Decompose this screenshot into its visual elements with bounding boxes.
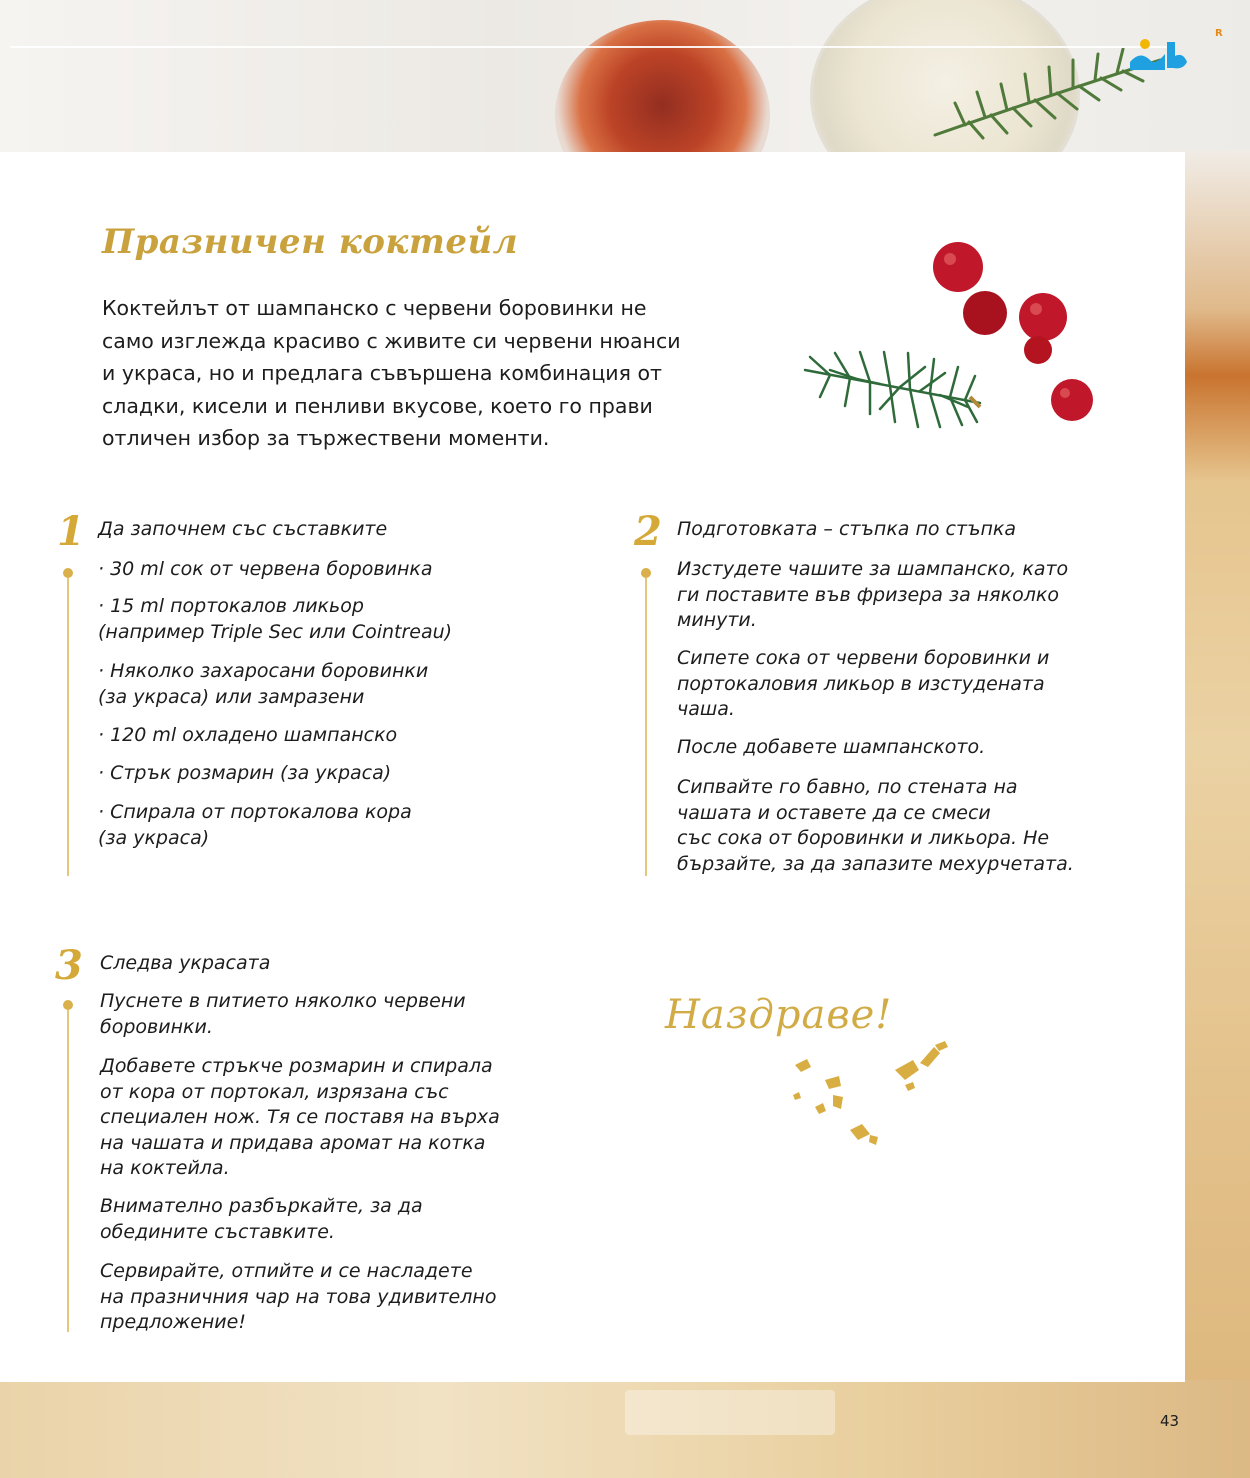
- cranberries-fir-image: [800, 235, 1100, 460]
- ingredient-line: · Няколко захаросани боровинки: [98, 660, 429, 682]
- intro-paragraph: [102, 292, 772, 455]
- decoration-line: Внимателно разбъркайте, за да: [100, 1195, 423, 1217]
- ingredient-item: [98, 800, 412, 851]
- decoration-line: на чашата и придава аромат на котка: [100, 1131, 486, 1154]
- instruction-line: портокаловия ликьор в изстудената: [677, 672, 1045, 695]
- ingredient-line: · Спирала от портокалова кора: [98, 801, 412, 823]
- decoration-item: [100, 989, 466, 1040]
- instruction-line: чашата и оставете да се смеси: [677, 801, 991, 824]
- instruction-item: [677, 735, 985, 761]
- instruction-line: Сипвайте го бавно, по стената на: [677, 776, 1018, 798]
- instruction-item: [677, 646, 1049, 723]
- decoration-line: на празничния чар на това удивително: [100, 1285, 497, 1308]
- instruction-line: Сипете сока от червени боровинки и: [677, 647, 1050, 669]
- step-3-timeline-line: [67, 1010, 69, 1332]
- instruction-line: бързайте, за да запазите мехурчетата.: [677, 852, 1074, 875]
- step-1-title: Да започнем със съставките: [98, 518, 388, 540]
- step-2-title: Подготовката – стъпка по стъпка: [677, 518, 1017, 540]
- ingredient-line: (за украса) или замразени: [98, 685, 365, 708]
- decoration-line: обедините съставките.: [100, 1220, 335, 1243]
- ingredient-line: · 120 ml охладено шампанско: [98, 724, 398, 746]
- brand-logo-icon: [1125, 32, 1190, 72]
- decoration-line: предложение!: [100, 1311, 246, 1333]
- ingredient-line: (за украса): [98, 826, 210, 849]
- intro-line: сладки, кисели и пенливи вкусове, което го прави: [102, 393, 653, 418]
- recipe-title: Празничен коктейл: [102, 222, 519, 262]
- instruction-item: [677, 557, 1068, 634]
- page-number: 43: [1160, 1412, 1180, 1430]
- step-3-number: 3: [55, 942, 83, 989]
- ingredient-item: [98, 659, 428, 710]
- decoration-line: специален нож. Тя се поставя на върха: [100, 1106, 500, 1128]
- instruction-line: Изстудете чашите за шампанско, като: [677, 558, 1069, 580]
- ingredient-line: · 30 ml сок от червена боровинка: [98, 558, 433, 580]
- intro-line: Коктейлът от шампанско с червени боровинки не: [102, 296, 647, 320]
- instruction-line: ги поставите във фризера за няколко: [677, 583, 1059, 606]
- decoration-line: боровинки.: [100, 1015, 213, 1038]
- decoration-item: [100, 1054, 500, 1182]
- decoration-line: на коктейла.: [100, 1157, 230, 1179]
- intro-line: отличен избор за тържествени моменти.: [102, 426, 550, 450]
- ingredient-item: [98, 594, 452, 645]
- decoration-line: Сервирайте, отпийте и се насладете: [100, 1260, 473, 1282]
- ingredient-item: [98, 761, 391, 787]
- instruction-item: [677, 775, 1074, 877]
- instruction-line: минути.: [677, 609, 757, 631]
- logo-trademark-letter: R: [1215, 28, 1223, 39]
- intro-line: само изглежда красиво с живите си червени нюанси: [102, 328, 681, 353]
- step-1-timeline-line: [67, 578, 69, 876]
- instruction-line: със сока от боровинки и ликьора. Не: [677, 827, 1050, 849]
- decoration-item: [100, 1194, 423, 1245]
- step-1-timeline-dot: [63, 568, 73, 578]
- decoration-line: Добавете стръкче розмарин и спирала: [100, 1055, 493, 1077]
- ingredient-line: · Стрък розмарин (за украса): [98, 762, 392, 784]
- instruction-line: чаша.: [677, 698, 735, 720]
- intro-line: и украса, но и предлага съвършена комбинация от: [102, 361, 662, 385]
- step-2-timeline-line: [645, 578, 647, 876]
- decoration-line: Пуснете в питието няколко червени: [100, 990, 466, 1012]
- top-divider: [10, 46, 1170, 48]
- ingredient-item: [98, 557, 433, 583]
- step-1-number: 1: [57, 508, 85, 555]
- decoration-line: от кора от портокал, изрязана със: [100, 1080, 449, 1103]
- step-3-timeline-dot: [63, 1000, 73, 1010]
- step-2-timeline-dot: [641, 568, 651, 578]
- step-2-number: 2: [634, 508, 662, 555]
- step-3-title: Следва украсата: [100, 952, 271, 974]
- decoration-item: [100, 1259, 496, 1336]
- ingredient-line: · 15 ml портокалов ликьор: [98, 595, 364, 617]
- instruction-line: После добавете шампанското.: [677, 736, 986, 758]
- ingredient-item: [98, 723, 397, 749]
- bottom-label-badge: [625, 1390, 835, 1435]
- gold-confetti-decoration: [785, 1035, 965, 1150]
- ingredient-line: (например Triple Sec или Cointreau): [98, 620, 453, 643]
- cheers-heading: Наздраве!: [665, 992, 893, 1038]
